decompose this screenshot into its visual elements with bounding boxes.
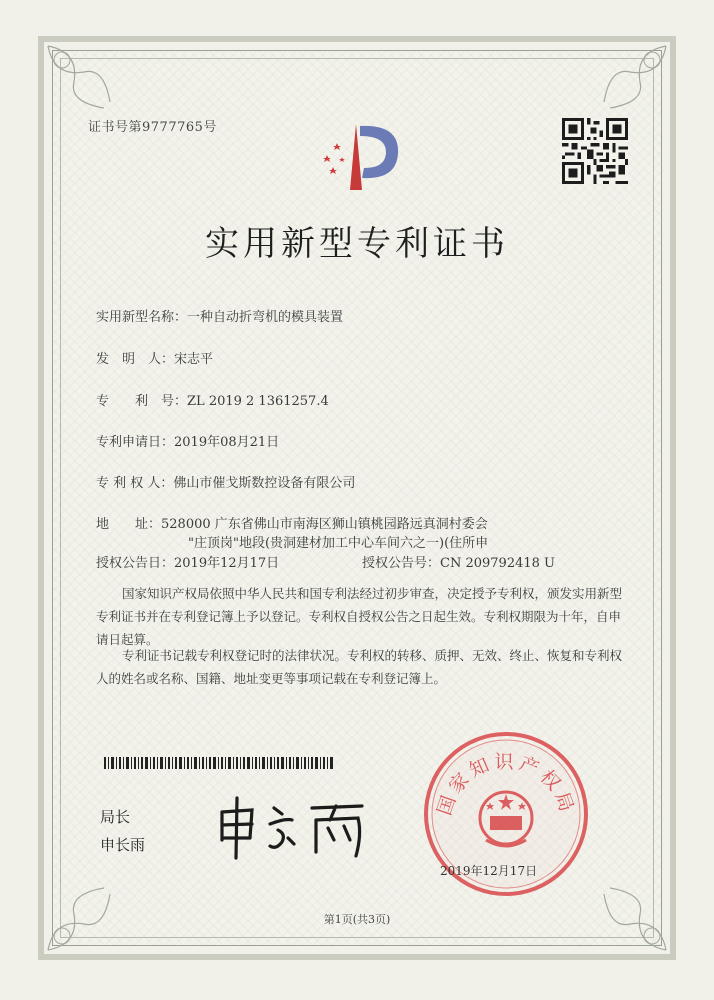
field-grant-publication-number (362, 552, 555, 571)
corner-ornament-top-right (600, 42, 670, 112)
field-utility-model-name (96, 306, 343, 325)
seal-text: 国家知识产权局 (433, 751, 579, 819)
certificate-title: 实用新型专利证书 (205, 224, 509, 264)
field-label: 授权公告日： (96, 556, 175, 571)
address-line-2: "庄顶岗"地段(贵洞建材加工中心车间六之一)(住所申 (188, 536, 489, 551)
qr-code-icon (562, 118, 628, 184)
field-value: 佛山市催戈斯数控设备有限公司 (173, 476, 356, 491)
field-patent-number (96, 390, 329, 409)
field-address (96, 513, 488, 532)
corner-ornament-top-left (44, 42, 114, 112)
seal-date: 2019年12月17日 (440, 864, 538, 878)
barcode-icon (104, 757, 334, 769)
field-value: CN 209792418 U (440, 556, 555, 571)
field-patentee (96, 472, 355, 491)
field-application-date (96, 431, 279, 450)
director-signature (212, 790, 372, 862)
field-grant-date (96, 552, 279, 571)
address-line-1: 528000 广东省佛山市南海区狮山镇桃园路远真洞村委会 (161, 517, 488, 532)
field-label: 发 明 人： (96, 352, 175, 367)
patent-office-logo-icon (310, 110, 410, 198)
field-value: ZL 2019 2 1361257.4 (187, 394, 329, 409)
statement-paragraph-2: 专利证书记载专利权登记时的法律状况。专利权的转移、质押、无效、终止、恢复和专利权人的姓名或名称、国籍、地址变更等事项记载在专利登记簿上。 (96, 648, 623, 686)
statement-paragraph-1: 国家知识产权局依照中华人民共和国专利法经过初步审查，决定授予专利权，颁发实用新型专利证书并在专利登记簿上予以登记。专利权自授权公告之日起生效。专利权期限为十年，自申请日起算。 (96, 586, 623, 647)
director-title: 局长 (100, 808, 131, 826)
field-value: 2019年08月21日 (174, 435, 280, 450)
field-label: 地 址： (96, 517, 162, 532)
field-label: 授权公告号： (362, 556, 441, 571)
field-inventor (96, 348, 213, 367)
page-indicator: 第1页(共3页) (323, 913, 391, 926)
field-label: 专 利 号： (96, 394, 188, 409)
field-value: 宋志平 (174, 352, 214, 367)
certificate-number: 证书号第9777765号 (88, 120, 217, 135)
field-value: 一种自动折弯机的模具装置 (187, 310, 344, 325)
field-label: 实用新型名称： (96, 310, 188, 325)
field-label: 专利申请日： (96, 435, 175, 450)
field-label: 专 利 权 人： (96, 476, 174, 491)
field-value: 2019年12月17日 (174, 556, 280, 571)
director-name: 申长雨 (100, 836, 146, 854)
